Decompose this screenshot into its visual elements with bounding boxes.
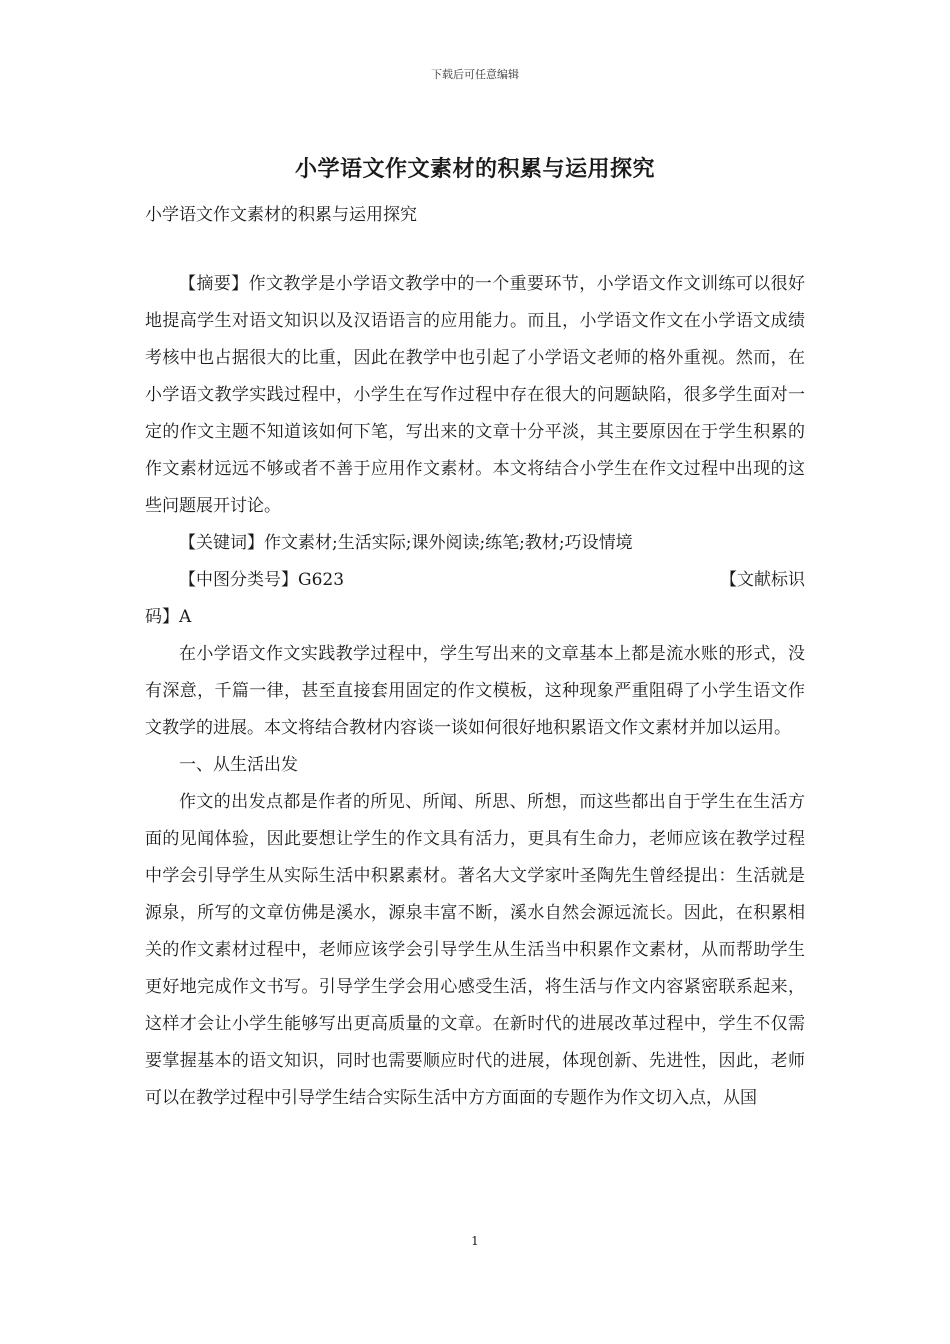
section-paragraph: 作文的出发点都是作者的所见、所闻、所思、所想，而这些都出自于学生在生活方面的见闻体验，因此要想让学生的作文具有活力，更具有生命力，老师应该在教学过程中学会引导学生从实际生活中积累素材。著名大文学家叶圣陶先生曾经提出：生活就是源泉，所写的文章仿佛是溪水，源泉丰富不断，溪水自然会源远流长。因此，在积累相关的作文素材过程中，老师应该学会引导学生从生活当中积累作文素材，从而帮助学生更好地完成作文书写。引导学生学会用心感受生活，将生活与作文内容紧密联系起来，这样才会让小学生能够写出更高质量的文章。在新时代的进展改革过程中，学生不仅需要掌握基本的语文知识，同时也需要顺应时代的进展，体现创新、先进性，因此，老师可以在教学过程中引导学生结合实际生活中方方面面的专题作为作文切入点，从国 <box>145 792 805 1108</box>
page-number: 1 <box>471 1234 479 1248</box>
keywords-paragraph: 【关键词】作文素材;生活实际;课外阅读;练笔;教材;巧设情境 <box>179 533 633 553</box>
document-code-label: 【文献标识 <box>720 570 805 590</box>
section-heading: 一、从生活出发 <box>179 755 298 775</box>
document-title: 小学语文作文素材的积累与运用探究 <box>294 156 655 182</box>
classification-row <box>145 562 805 599</box>
header-note: 下载后可任意编辑 <box>431 68 519 81</box>
abstract-paragraph: 【摘要】作文教学是小学语文教学中的一个重要环节，小学语文作文训练可以很好地提高学生对语文知识以及汉语语言的应用能力。而且，小学语文作文在小学语文成绩考核中也占据很大的比重，因此在教学中也引起了小学语文老师的格外重视。然而，在小学语文教学实践过程中，小学生在写作过程中存在很大的问题缺陷，很多学生面对一定的作文主题不知道该如何下笔，写出来的文章十分平淡，其主要原因在于学生积累的作文素材远远不够或者不善于应用作文素材。本文将结合小学生在作文过程中出现的这些问题展开讨论。 <box>145 274 805 516</box>
clc-number: 【中图分类号】G623 <box>179 570 345 590</box>
document-code-value: 码】A <box>145 607 192 627</box>
document-subtitle: 小学语文作文素材的积累与运用探究 <box>145 205 417 225</box>
document-body <box>145 266 805 1117</box>
intro-paragraph: 在小学语文作文实践教学过程中，学生写出来的文章基本上都是流水账的形式，没有深意，千篇一律，甚至直接套用固定的作文模板，这种现象严重阻碍了小学生语文作文教学的进展。本文将结合教材内容谈一谈如何很好地积累语文作文素材并加以运用。 <box>145 644 805 738</box>
